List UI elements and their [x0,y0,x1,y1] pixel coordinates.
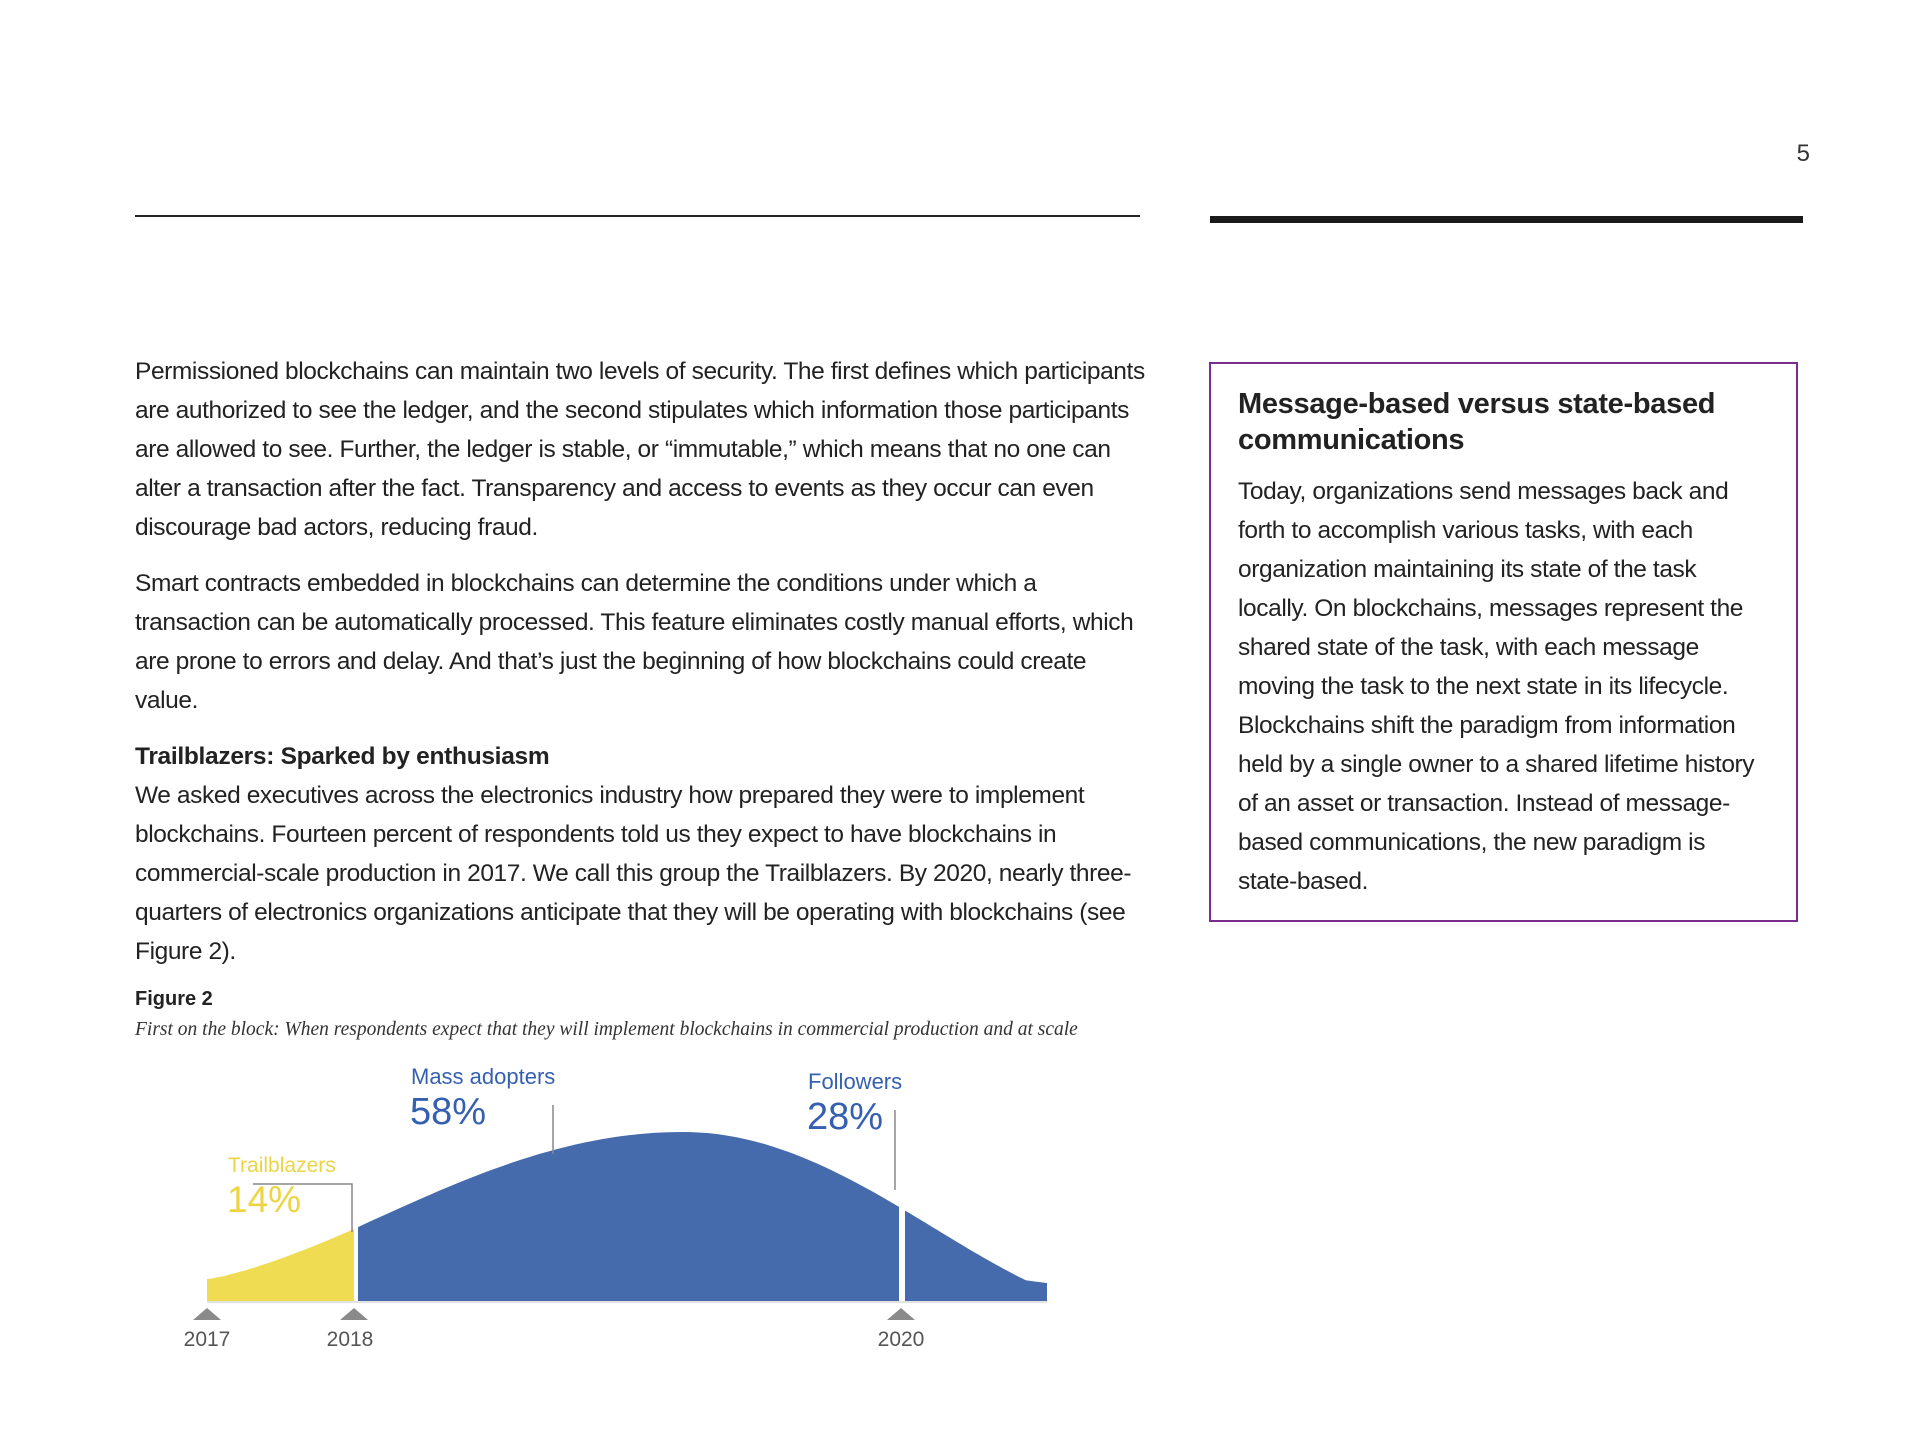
section-subhead: Trailblazers: Sparked by enthusiasm [135,743,550,770]
sidebar-title: Message-based versus state-based communications [1238,388,1716,456]
tick-label-2017: 2017 [183,1328,231,1351]
tick-marker-2018 [340,1308,368,1320]
trailblazers-value: 14% [227,1179,302,1220]
mass-adopters-label: Mass adopters [411,1064,556,1089]
adoption-chart [135,1050,1145,1370]
header-rule-left [135,215,1140,217]
page-number: 5 [1796,140,1810,167]
main-column [135,352,1145,988]
figure-caption: First on the block: When respondents expect that they will implement blockchains in commercial production and at scale [135,1019,1078,1040]
trailblazers-area [207,1229,354,1301]
header-rule-right [1210,216,1803,223]
adoption-chart-svg [135,1050,1145,1370]
body-paragraph-2: Smart contracts embedded in blockchains can determine the conditions under which a transaction can be automatically processed. This feature eliminates costly manual efforts, which are prone to errors and delay. And that’s just the beginning of how blockchains could create value. [135,570,1134,714]
mass-adopters-value: 58% [410,1091,487,1133]
followers-area [905,1211,1047,1302]
body-paragraph-1: Permissioned blockchains can maintain two levels of security. The first defines which participants are authorized to see the ledger, and the second stipulates which information those participants are allowed to see. Further, the ledger is stable, or “immutable,” which means that no one can alter a transaction after the fact. Transparency and access to events as they occur can even discourage bad actors, reducing fraud. [135,358,1145,541]
tick-label-2018: 2018 [326,1328,374,1351]
mass-adopters-area [358,1132,899,1301]
figure-label: Figure 2 [135,988,213,1010]
sidebar-body: Today, organizations send messages back and forth to accomplish various tasks, with each organization maintaining its state of the task locally. On blockchains, messages represent the shared state of the task, with each message moving the task to the next state in its lifecycle. Blockchains shift the paradigm from information held by a single owner to a shared lifetime history of an asset or transaction. Instead of message-based communications, the new paradigm is state-based. [1238,478,1755,895]
followers-value: 28% [807,1096,884,1138]
trailblazers-label: Trailblazers [228,1154,336,1177]
sidebar-callout [1209,362,1798,922]
body-paragraph-3: We asked executives across the electronics industry how prepared they were to implement blockchains. Fourteen percent of respondents told us they expect to have blockchains in commercial-scale production in 2017. We call this group the Trailblazers. By 2020, nearly three-quarters of electronics organizations anticipate that they will be operating with blockchains (see Figure 2). [135,782,1132,965]
tick-label-2020: 2020 [877,1328,925,1351]
tick-marker-2017 [193,1308,221,1320]
followers-label: Followers [808,1069,903,1094]
tick-marker-2020 [887,1308,915,1320]
